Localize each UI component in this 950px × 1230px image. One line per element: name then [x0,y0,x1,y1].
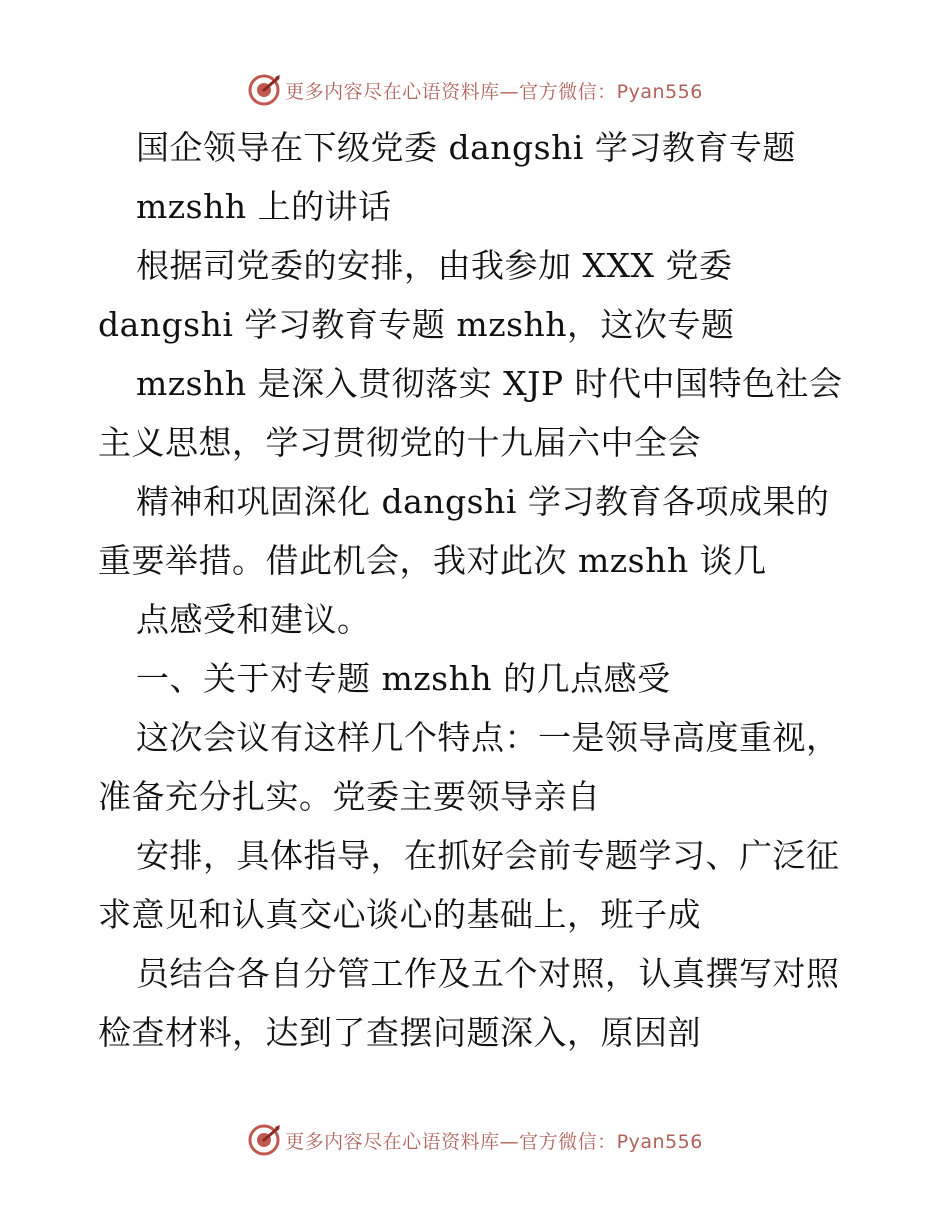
text-line: 求意见和认真交心谈心的基础上，班子成 [98,895,701,934]
text-line: 员结合各自分管工作及五个对照，认真撰写对照 [136,954,840,993]
logo-icon [247,1123,281,1157]
footer-banner-text: 更多内容尽在心语资料库—官方微信：Pyan556 [285,1130,703,1153]
logo-icon [247,73,281,107]
text-line: 主义思想，学习贯彻党的十九届六中全会 [98,423,701,462]
header-banner [0,70,950,110]
text-line: mzshh 上的讲话 [136,187,392,226]
document-body [98,118,878,1062]
text-line: 根据司党委的安排，由我参加 XXX 党委 [136,246,733,285]
text-line: 一、关于对专题 mzshh 的几点感受 [136,659,671,698]
text-line: mzshh 是深入贯彻落实 XJP 时代中国特色社会 [136,364,843,403]
text-line: dangshi 学习教育专题 mzshh，这次专题 [98,305,735,344]
footer-banner [0,1120,950,1160]
text-line: 安排，具体指导，在抓好会前专题学习、广泛征 [136,836,840,875]
text-line: 点感受和建议。 [136,600,371,639]
text-line: 检查材料，达到了查摆问题深入，原因剖 [98,1013,701,1052]
text-line: 重要举措。借此机会，我对此次 mzshh 谈几 [98,541,767,580]
text-line: 准备充分扎实。党委主要领导亲自 [98,777,601,816]
header-banner-text: 更多内容尽在心语资料库—官方微信：Pyan556 [285,80,703,103]
text-line: 这次会议有这样几个特点：一是领导高度重视， [136,718,840,757]
text-line: 精神和巩固深化 dangshi 学习教育各项成果的 [136,482,830,521]
text-line: 国企领导在下级党委 dangshi 学习教育专题 [136,128,796,167]
